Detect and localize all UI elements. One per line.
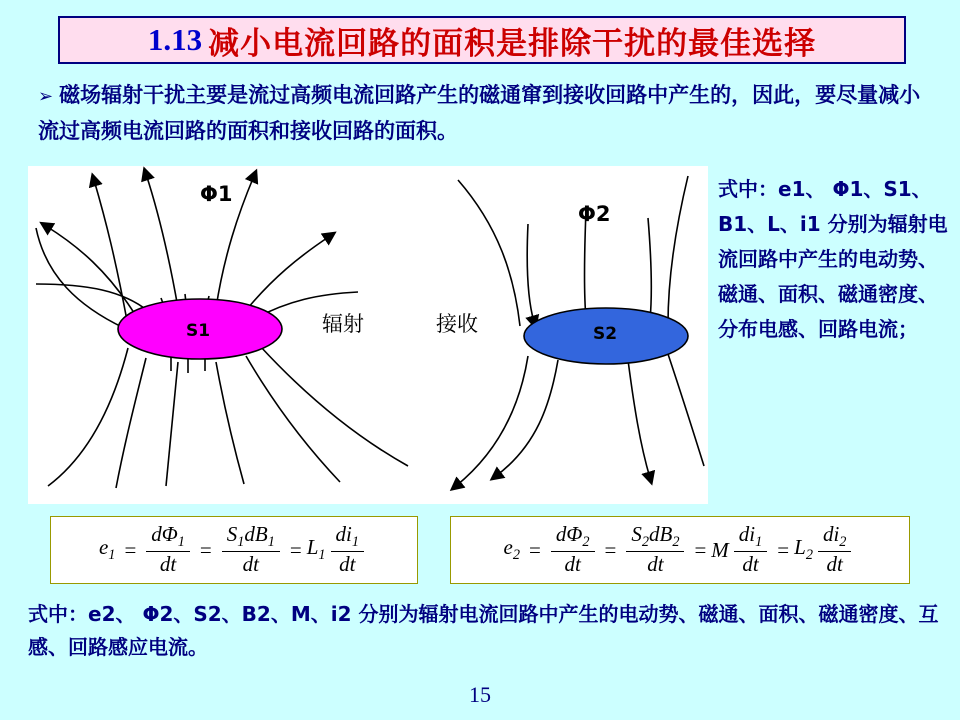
eq-sign-2: =: [529, 537, 541, 562]
s1db1-den: dt: [242, 552, 259, 577]
m-symbol: M: [711, 537, 729, 562]
frac-s1db1-dt: [222, 523, 280, 577]
dphi1-den: dt: [159, 552, 177, 577]
right-legend-text: 式中：e1、 Φ1、S1、B1、L、i1 分别为辐射电流回路中产生的电动势、磁通、面积、磁通密度、分布电感、回路电流；: [718, 177, 948, 341]
page-number: 15: [469, 682, 491, 707]
di1-den-2: dt: [742, 552, 759, 577]
frac-dphi2-dt: [551, 523, 595, 577]
di1-num-sub: 1: [351, 534, 360, 551]
e2-symbol: e: [503, 535, 513, 560]
s2-num: S: [631, 522, 642, 547]
eq-sign-2c: =: [694, 537, 707, 562]
dphi1-num: dΦ: [151, 522, 178, 547]
bottom-legend-text: 式中：e2、 Φ2、S2、B2、M、i2 分别为辐射电流回路中产生的电动势、磁通、面积、磁通密度、互感、回路感应电流。: [28, 602, 939, 659]
dphi2-num-sub: 2: [582, 534, 590, 551]
flux-phi2-label: Φ2: [578, 202, 611, 226]
formula-box-e1: [50, 516, 418, 584]
area-s2-label: S2: [593, 324, 618, 344]
e2-subscript: 2: [512, 547, 521, 564]
eq-sign-1b: =: [199, 537, 212, 562]
page-title: [58, 16, 906, 64]
receive-label: 接收: [436, 312, 478, 336]
eq-sign-2b: =: [604, 537, 617, 562]
di1-num-2: di: [738, 522, 756, 547]
db1-num: dB: [244, 522, 268, 547]
l2-subscript: 2: [805, 547, 813, 564]
e1-symbol: e: [98, 535, 109, 560]
s2db2-den: dt: [647, 552, 664, 577]
eq-sign-2d: =: [777, 537, 790, 562]
frac-di1-dt: [331, 523, 364, 577]
s2-num-sub: 2: [641, 534, 649, 551]
di2-num-sub: 2: [839, 534, 847, 551]
area-s1-label: S1: [186, 321, 211, 341]
di1-num: di: [335, 522, 352, 547]
di1-num-sub-2: 1: [755, 534, 763, 551]
db2-num: dB: [648, 522, 673, 547]
di1-den: dt: [339, 552, 356, 577]
bullet-paragraph: [38, 78, 928, 148]
db2-num-sub: 2: [672, 534, 680, 551]
flux-phi1-label: Φ1: [200, 182, 233, 206]
db1-num-sub: 1: [267, 534, 275, 551]
equation-e1: [99, 523, 369, 577]
dphi2-num: dΦ: [555, 522, 583, 547]
di2-den: dt: [826, 552, 843, 577]
l1-symbol: L: [306, 535, 319, 560]
dphi1-num-sub: 1: [177, 534, 185, 551]
dphi2-den: dt: [564, 552, 581, 577]
l2-symbol: L: [794, 535, 806, 560]
s1-num-sub: 1: [237, 534, 245, 551]
bullet-text: 磁场辐射干扰主要是流过高频电流回路产生的磁通窜到接收回路中产生的，因此，要尽量减小流过高频电流回路的面积和接收回路的面积。: [38, 83, 921, 143]
frac-di1-dt-2: [734, 523, 767, 577]
frac-dphi1-dt: [146, 523, 190, 577]
title-label: 减小电流回路的面积是排除干扰的最佳选择: [208, 25, 817, 62]
formula-box-e2: [450, 516, 910, 584]
s1-num: S: [226, 522, 238, 547]
magnetic-field-figure: [28, 166, 708, 504]
eq-sign-1: =: [124, 537, 137, 562]
title-number: 1.13: [147, 22, 203, 57]
di2-num: di: [822, 522, 840, 547]
frac-di2-dt: [818, 523, 851, 577]
l1-subscript: 1: [318, 547, 326, 564]
equation-e2: [504, 523, 857, 577]
e1-subscript: 1: [108, 547, 116, 564]
frac-s2db2-dt: [626, 523, 684, 577]
bullet-arrow-icon: ➢: [38, 86, 54, 107]
radiate-label: 辐射: [322, 312, 364, 336]
eq-sign-1c: =: [289, 537, 302, 562]
